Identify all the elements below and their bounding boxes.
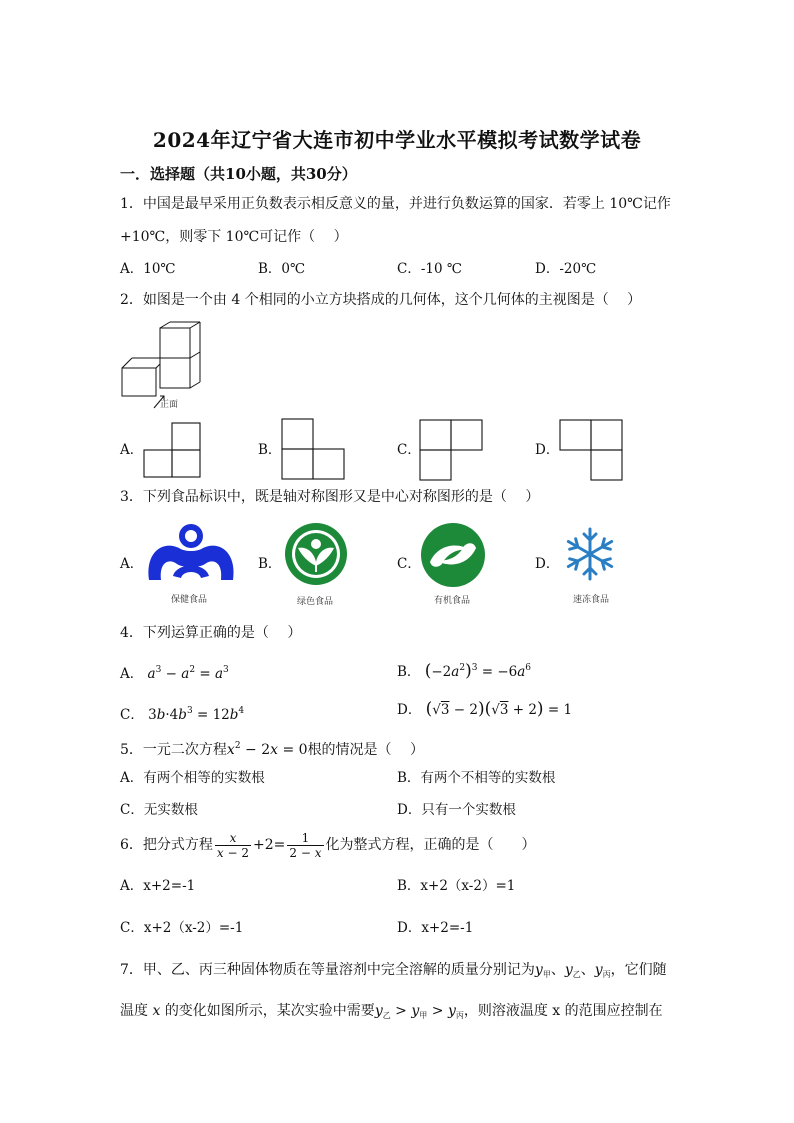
q6-fraction-left: $\frac{x}{x - 2}$: [216, 830, 250, 860]
caption-organic-food: 有机食品: [434, 596, 471, 606]
q7-line2-mid: 的变化如图所示，某次实验中需要: [164, 1003, 375, 1019]
caption-health-food: 保健食品: [171, 595, 208, 605]
q4-expr-a: $a^3 - a^2 = a^3$: [147, 665, 229, 682]
q6-option-c[interactable]: C．x+2（x-2）=-1: [120, 920, 244, 936]
q4-stem: 4．下列运算正确的是（ ）: [120, 625, 302, 641]
q1-option-b: B．0℃: [258, 261, 306, 277]
q4-option-d[interactable]: [397, 699, 572, 720]
q4-option-a[interactable]: [120, 660, 229, 684]
q5-equation: x: [226, 742, 235, 758]
q4-expr-b: $(-2a^2)^3 = -6a^6$: [424, 661, 532, 681]
q2-label-d: D．: [535, 442, 560, 458]
page-title: 2024年辽宁省大连市初中学业水平模拟考试数学试卷: [152, 128, 642, 152]
q4-label-a: A．: [120, 666, 144, 682]
q7-line2: 温度 x 的变化如图所示，某次实验中需要$y_乙 > y_甲 > y_丙$，则溶液温度 x 的范围应控制在: [120, 1003, 663, 1020]
q2-label-c: C．: [397, 442, 421, 458]
q3-label-c: C．: [397, 556, 421, 572]
q2-option-a-view[interactable]: [143, 422, 203, 480]
q5-option-b[interactable]: B．有两个不相等的实数根: [397, 770, 556, 786]
caption-green-food: 绿色食品: [297, 597, 334, 607]
q4-label-c: C．: [120, 707, 144, 723]
q6-stem: [120, 829, 536, 861]
organic-food-logo-icon[interactable]: [420, 522, 486, 588]
q4-label-b: B．: [397, 664, 421, 680]
q1-option-c: C．-10 ℃: [397, 261, 462, 277]
caption-frozen-food: 速冻食品: [573, 595, 610, 605]
q3-stem: 3．下列食品标识中，既是轴对称图形又是中心对称图形的是（ ）: [120, 489, 540, 505]
q5-stem-pre: 5．一元二次方程: [120, 742, 227, 758]
q2-option-b-view[interactable]: [281, 418, 347, 480]
q3-label-b: B．: [258, 556, 282, 572]
q2-stem: 2．如图是一个由 4 个相同的小立方块搭成的几何体，这个几何体的主视图是（ ）: [120, 292, 642, 308]
q7-line2-pre: 温度: [120, 1003, 148, 1019]
q7-line1-post: ，它们随: [610, 962, 667, 978]
q5-stem: 5．一元二次方程$x^2 - 2x = 0$根的情况是（ ）: [120, 741, 425, 758]
q6-stem-mid: +2=: [253, 837, 286, 853]
q5-stem-post: 根的情况是（ ）: [307, 742, 425, 758]
q2-option-c-view[interactable]: [419, 419, 485, 481]
q3-label-a: A．: [120, 556, 144, 572]
q7-line1: 7．甲、乙、丙三种固体物质在等量溶剂中完全溶解的质量分别记为$y_甲$、$y_乙$、$y_丙$，它们随: [120, 962, 667, 979]
q6-option-d[interactable]: D．x+2=-1: [397, 920, 474, 936]
q6-stem-pre: 6．把分式方程: [120, 837, 213, 853]
q4-option-b[interactable]: [397, 658, 531, 682]
q2-option-d-view[interactable]: [559, 419, 625, 481]
q4-expr-c: $3b\cdot 4b^3 = 12b^4$: [148, 706, 245, 723]
q1-line1: 1．中国是最早采用正负数表示相反意义的量，并进行负数运算的国家．若零上 10℃记作: [120, 196, 671, 212]
q5-option-a[interactable]: A．有两个相等的实数根: [120, 770, 265, 786]
section-heading: 一．选择题（共10小题，共30分）: [120, 165, 357, 183]
q4-option-c[interactable]: [120, 701, 244, 725]
q3-label-d: D．: [535, 556, 560, 572]
q1-line2: +10℃，则零下 10℃可记作（ ）: [120, 229, 348, 245]
q4-label-d: D．: [397, 702, 422, 718]
q2-label-b: B．: [258, 442, 282, 458]
q5-option-c[interactable]: C．无实数根: [120, 802, 198, 818]
front-label: 正面: [160, 400, 179, 410]
q2-label-a: A．: [120, 442, 144, 458]
q1-option-d: D．-20℃: [535, 261, 597, 277]
q4-expr-d: (√3 − 2)(√3 + 2) = 1: [425, 699, 573, 719]
q7-line1-pre: 7．甲、乙、丙三种固体物质在等量溶剂中完全溶解的质量分别记为: [120, 962, 535, 978]
snowflake-frozen-food-icon[interactable]: [562, 526, 618, 582]
q6-option-b[interactable]: B．x+2（x-2）=1: [397, 878, 516, 894]
health-food-logo-icon[interactable]: [143, 522, 239, 586]
q6-fraction-right: $\frac{1}{2 - x}$: [289, 830, 322, 860]
q6-option-a[interactable]: A．x+2=-1: [120, 878, 196, 894]
q7-line2-post: ，则溶液温度 x 的范围应控制在: [463, 1003, 663, 1019]
q1-option-a: A．10℃: [120, 261, 176, 277]
q5-option-d[interactable]: D．只有一个实数根: [397, 802, 516, 818]
q6-stem-post: 化为整式方程，正确的是（ ）: [325, 837, 536, 853]
green-food-logo-icon[interactable]: [284, 522, 348, 586]
